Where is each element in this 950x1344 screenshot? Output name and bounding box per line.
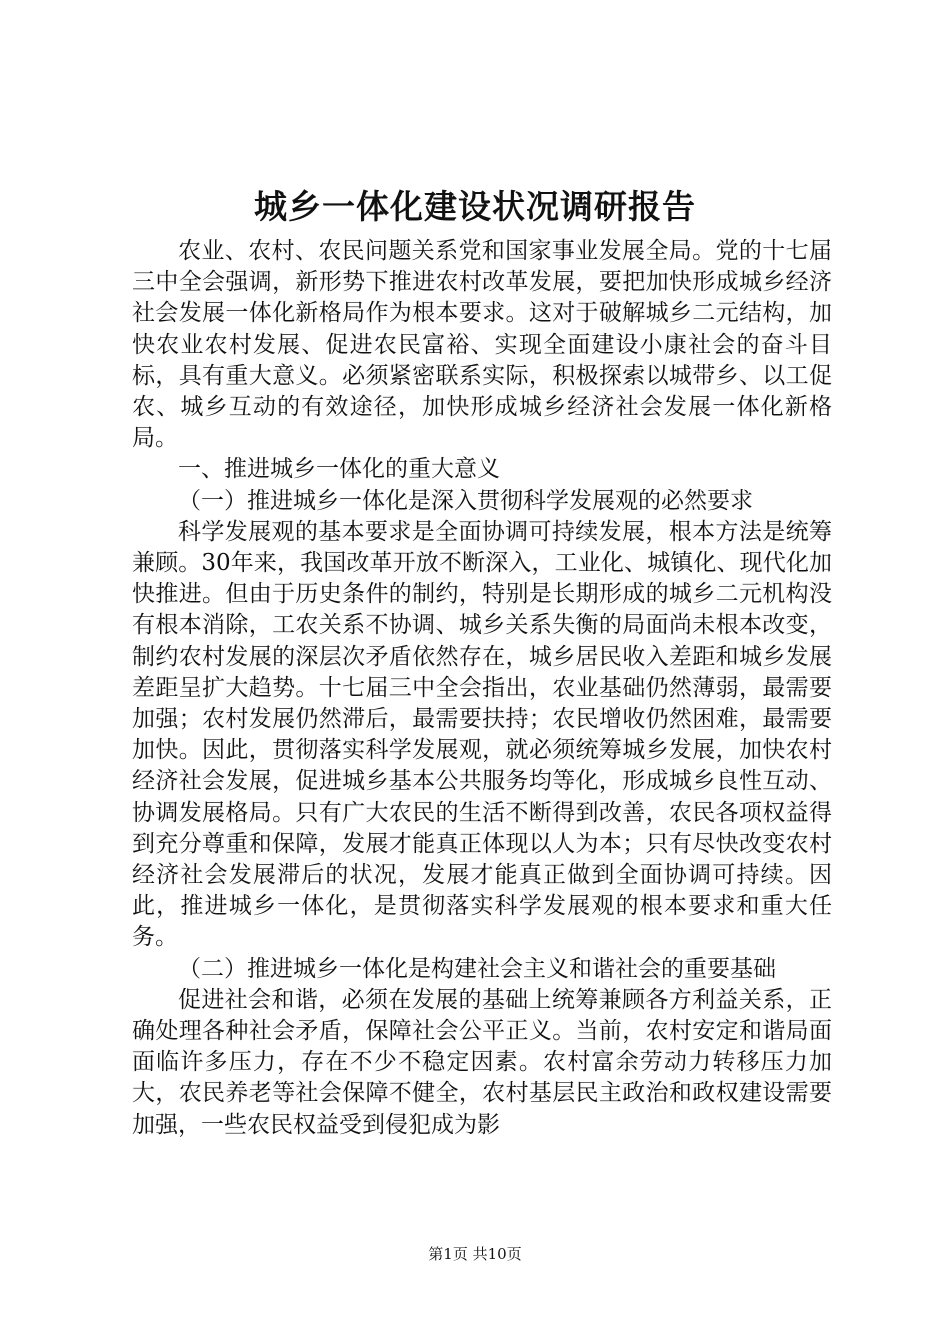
subsection-heading-1: （一）推进城乡一体化是深入贯彻科学发展观的必然要求	[178, 487, 753, 514]
document-title: 城乡一体化建设状况调研报告	[254, 187, 696, 226]
intro-paragraph: 农业、农村、农民问题关系党和国家事业发展全局。党的十七届三中全会强调，新形势下推进农村改革发展，要把加快形成城乡经济社会发展一体化新格局作为根本要求。这对于破解城乡二元结构，加快农业农村发展、促进农民富裕、实现全面建设小康社会的奋斗目标，具有重大意义。必须紧密联系实际，积极探索以城带乡、以工促农、城乡互动的有效途径，加快形成城乡经济社会发展一体化新格局。	[132, 238, 832, 452]
subsection-heading-2: （二）推进城乡一体化是构建社会主义和谐社会的重要基础	[178, 955, 776, 982]
body-paragraph-1: 科学发展观的基本要求是全面协调可持续发展，根本方法是统筹兼顾。30年来，我国改革开放不断深入，工业化、城镇化、现代化加快推进。但由于历史条件的制约，特别是长期形成的城乡二元机构没有根本消除，工农关系不协调、城乡关系失衡的局面尚未根本改变，制约农村发展的深层次矛盾依然存在，城乡居民收入差距和城乡发展差距呈扩大趋势。十七届三中全会指出，农业基础仍然薄弱，最需要加强；农村发展仍然滞后，最需要扶持；农民增收仍然困难，最需要加快。因此，贯彻落实科学发展观，就必须统筹城乡发展，加快农村经济社会发展，促进城乡基本公共服务均等化，形成城乡良性互动、协调发展格局。只有广大农民的生活不断得到改善，农民各项权益得到充分尊重和保障，发展才能真正体现以人为本；只有尽快改变农村经济社会发展滞后的状况，发展才能真正做到全面协调可持续。因此，推进城乡一体化，是贯彻落实科学发展观的根本要求和重大任务。	[132, 518, 832, 951]
page-footer: 第1页 共10页	[428, 1245, 522, 1263]
document-body	[132, 236, 832, 1141]
body-paragraph-2: 促进社会和谐，必须在发展的基础上统筹兼顾各方利益关系，正确处理各种社会矛盾，保障社会公平正义。当前，农村安定和谐局面面临许多压力，存在不少不稳定因素。农村富余劳动力转移压力加大，农民养老等社会保障不健全，农村基层民主政治和政权建设需要加强，一些农民权益受到侵犯成为影	[132, 986, 832, 1138]
section-heading-1: 一、推进城乡一体化的重大意义	[178, 456, 500, 483]
